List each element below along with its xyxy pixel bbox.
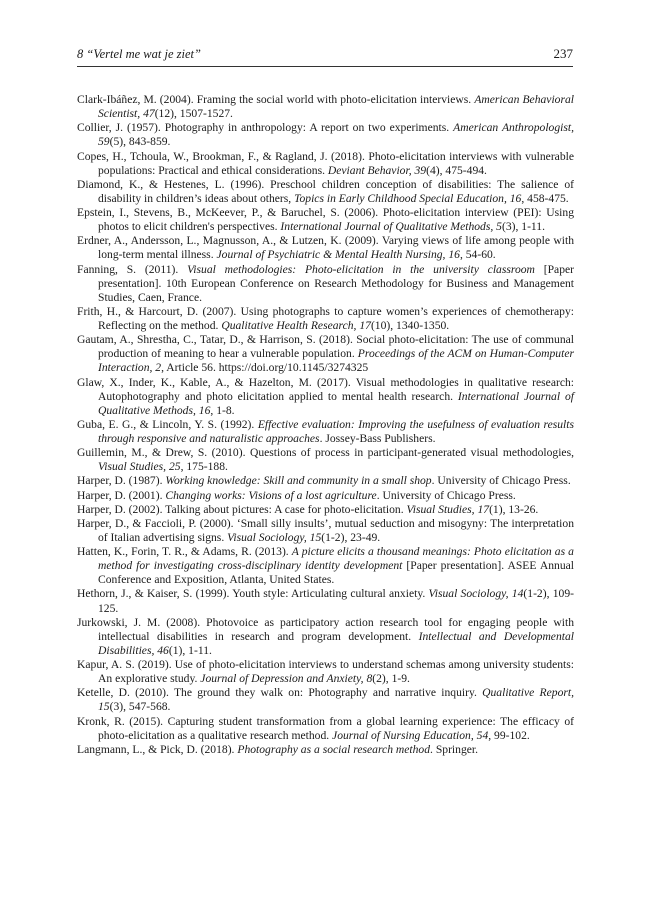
reference-source: International Journal of Qualitative Methods, 16	[98, 389, 574, 417]
reference-text: Jurkowski, J. M. (2008). Photovoice as participatory action research tool for engaging people with intellectual disabilities in research and program development.	[77, 615, 574, 643]
reference-source: Changing works: Visions of a lost agriculture	[165, 488, 377, 502]
reference-source: Working knowledge: Skill and community in a small shop	[165, 474, 432, 488]
reference-source: Topics in Early Childhood Special Education, 16	[294, 191, 522, 205]
reference-details: (12), 1507-1527.	[154, 107, 233, 121]
reference-text: Fanning, S. (2011).	[77, 262, 188, 276]
reference-entry	[77, 715, 574, 743]
reference-details: . University of Chicago Press.	[431, 474, 571, 488]
reference-source: Journal of Psychiatric & Mental Health Nursing, 16	[216, 248, 460, 262]
reference-entry	[77, 333, 574, 375]
reference-text: Harper, D. (2002). Talking about pictures: A case for photo-elicitation.	[77, 502, 407, 516]
chapter-title: 8 “Vertel me wat je ziet”	[77, 47, 201, 61]
reference-details: [Paper presentation]. ASEE Annual Conference and Exposition, Atlanta, United States.	[98, 559, 574, 587]
reference-details: . Jossey-Bass Publishers.	[319, 432, 436, 445]
reference-source: Journal of Depression and Anxiety, 8	[200, 672, 373, 686]
reference-source: Proceedings of the ACM on Human-Computer Interaction, 2	[98, 347, 574, 375]
reference-entry	[77, 489, 574, 503]
running-header	[77, 46, 573, 67]
reference-text: Langmann, L., & Pick, D. (2018).	[77, 742, 238, 756]
reference-source: A picture elicits a thousand meanings: Photo elicitation as a method for investigating cross-disciplinary identity development	[98, 545, 574, 573]
reference-details: , Article 56. https://doi.org/10.1145/3274325	[161, 361, 369, 375]
reference-text: Collier, J. (1957). Photography in anthropology: A report on two experiments.	[77, 121, 454, 135]
reference-details: (1), 13-26.	[489, 502, 539, 516]
reference-text: Erdner, A., Andersson, L., Magnusson, A., & Lutzen, K. (2009). Varying views of life among people with long-term mental illness.	[77, 234, 574, 262]
page-number: 237	[553, 46, 573, 61]
reference-text: Diamond, K., & Hestenes, L. (1996). Preschool children conception of disabilities: The salience of disability in children’s ideas about others,	[77, 177, 574, 205]
reference-details: , 458-475.	[521, 191, 569, 205]
reference-entry	[77, 658, 574, 686]
reference-text: Kronk, R. (2015). Capturing student transformation from a global learning experience: The efficacy of photo-elicitation as a qualitative research method.	[77, 714, 574, 742]
reference-details: (5), 843-859.	[109, 135, 171, 149]
reference-entry	[77, 121, 574, 149]
reference-details: (1-2), 109-125.	[98, 587, 574, 615]
reference-list	[77, 93, 574, 757]
reference-entry	[77, 93, 574, 121]
reference-source: Qualitative Health Research, 17	[221, 319, 371, 332]
reference-entry	[77, 545, 574, 587]
reference-text: Harper, D. (1987).	[77, 474, 166, 488]
reference-text: Epstein, I., Stevens, B., McKeever, P., & Baruchel, S. (2006). Photo-elicitation interview (PEI): Using photos to elicit children's perspectives.	[77, 206, 574, 234]
reference-details: . University of Chicago Press.	[376, 488, 516, 502]
reference-details: , 1-8.	[210, 403, 235, 417]
reference-details: (3), 1-11.	[501, 220, 545, 234]
reference-entry	[77, 178, 574, 206]
reference-text: Guba, E. G., & Lincoln, Y. S. (1992).	[77, 417, 258, 431]
reference-details: , 54-60.	[459, 248, 496, 262]
reference-details: (1), 1-11.	[168, 643, 212, 657]
reference-source: Photography as a social research method	[237, 742, 431, 756]
reference-text: Glaw, X., Inder, K., Kable, A., & Hazelton, M. (2017). Visual methodologies in qualitative research: Autophotography and photo elicitation applied to mental health research.	[77, 375, 574, 403]
reference-source: International Journal of Qualitative Methods, 5	[280, 220, 502, 234]
reference-details: (3), 547-568.	[109, 700, 171, 714]
reference-text: Kapur, A. S. (2019). Use of photo-elicitation interviews to understand schemas among university students: An explorative study.	[77, 658, 574, 686]
reference-source: Deviant Behavior, 39	[327, 163, 427, 177]
reference-entry	[77, 305, 574, 333]
reference-details: , 99-102.	[488, 728, 530, 742]
reference-details: (4), 475-494.	[426, 163, 487, 177]
reference-details: . Springer.	[430, 742, 479, 756]
reference-source: Visual Sociology, 14	[428, 587, 524, 601]
reference-entry	[77, 587, 574, 615]
reference-entry	[77, 503, 574, 517]
reference-text: Ketelle, D. (2010). The ground they walk on: Photography and narrative inquiry.	[77, 686, 483, 700]
reference-source: Visual Sociology, 15	[227, 530, 322, 544]
reference-source: Qualitative Report, 15	[98, 686, 574, 714]
reference-text: Copes, H., Tchoula, W., Brookman, F., & Ragland, J. (2018). Photo-elicitation interviews with vulnerable populations: Practical and ethical considerations.	[77, 149, 574, 177]
reference-entry	[77, 418, 574, 446]
reference-entry	[77, 263, 574, 305]
reference-source: Effective evaluation: Improving the usefulness of evaluation results through responsive and naturalistic approaches	[98, 417, 575, 445]
reference-text: Gautam, A., Shrestha, C., Tatar, D., & Harrison, S. (2018). Social photo-elicitation: The use of communal production of meaning to hear a vulnerable population.	[77, 333, 574, 361]
reference-entry	[77, 234, 574, 262]
reference-source: Intellectual and Developmental Disabilities, 46	[98, 629, 574, 657]
reference-details: [Paper presentation]. 10th European Conference on Research Methodology for Business and Management Studies, Caen, France.	[98, 262, 574, 304]
reference-text: Hatten, K., Forin, T. R., & Adams, R. (2013).	[77, 545, 292, 558]
reference-source: Visual Studies, 17	[406, 502, 490, 516]
reference-text: Harper, D. (2001).	[77, 488, 166, 502]
reference-details: (2), 1-9.	[372, 672, 410, 686]
reference-source: Journal of Nursing Education, 54	[332, 728, 489, 742]
reference-source: American Behavioral Scientist, 47	[98, 93, 574, 121]
reference-source: Visual methodologies: Photo-elicitation in the university classroom	[187, 262, 535, 276]
reference-entry	[77, 616, 574, 658]
reference-source: Visual Studies, 25	[98, 460, 181, 474]
reference-text: Harper, D., & Faccioli, P. (2000). ‘Small silly insults’, mutual seduction and misogyny: The interpretation of Italian advertising signs.	[77, 516, 574, 544]
reference-text: Hethorn, J., & Kaiser, S. (1999). Youth style: Articulating cultural anxiety.	[77, 587, 429, 601]
reference-entry	[77, 743, 574, 757]
reference-entry	[77, 376, 574, 418]
reference-entry	[77, 517, 574, 545]
reference-details: (10), 1340-1350.	[370, 319, 450, 332]
reference-entry	[77, 150, 574, 178]
reference-entry	[77, 474, 574, 488]
reference-entry	[77, 446, 574, 474]
reference-entry	[77, 206, 574, 234]
reference-source: American Anthropologist, 59	[98, 121, 574, 149]
reference-details: , 175-188.	[180, 460, 228, 474]
reference-entry	[77, 686, 574, 714]
reference-text: Guillemin, M., & Drew, S. (2010). Questions of process in participant-generated visual methodologies,	[77, 446, 574, 460]
reference-text: Frith, H., & Harcourt, D. (2007). Using photographs to capture women’s experiences of chemotherapy: Reflecting on the method.	[77, 304, 574, 332]
reference-text: Clark-Ibáñez, M. (2004). Framing the social world with photo-elicitation interviews.	[77, 93, 475, 106]
reference-details: (1-2), 23-49.	[321, 530, 381, 544]
